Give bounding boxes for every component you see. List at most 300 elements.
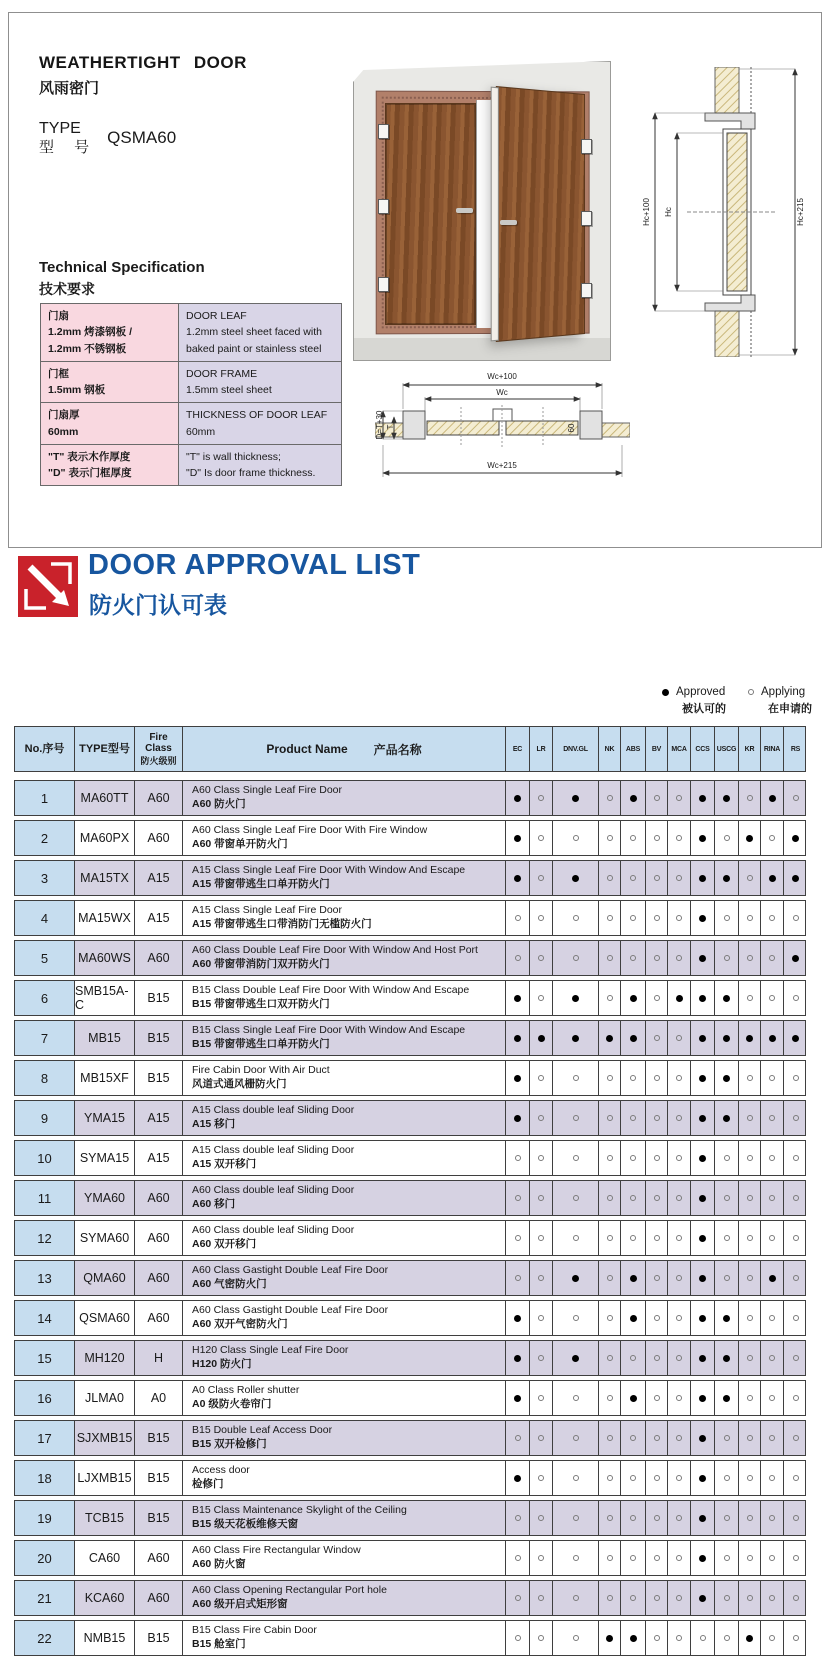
product-title-en: WEATHERTIGHT DOOR bbox=[39, 53, 247, 72]
approval-dot-applying bbox=[715, 941, 739, 975]
row-type-code: NMB15 bbox=[75, 1621, 135, 1655]
approval-dot-applying bbox=[530, 781, 553, 815]
approval-dot-approved bbox=[553, 981, 599, 1015]
row-fire-class: A60 bbox=[135, 1581, 183, 1615]
approval-dot-approved bbox=[761, 1021, 784, 1055]
row-number: 14 bbox=[15, 1301, 75, 1335]
approval-dot-applying bbox=[506, 941, 530, 975]
approval-dot-applying bbox=[646, 1181, 668, 1215]
approval-dot-applying bbox=[739, 1061, 761, 1095]
spec-title-cn: 技术要求 bbox=[39, 281, 95, 297]
row-number: 21 bbox=[15, 1581, 75, 1615]
approval-dot-approved bbox=[599, 1621, 621, 1655]
approval-dot-applying bbox=[715, 1221, 739, 1255]
approval-dot-applying bbox=[715, 1461, 739, 1495]
approval-dot-applying bbox=[621, 1101, 646, 1135]
approval-dot-applying bbox=[668, 1501, 691, 1535]
approval-dot-applying bbox=[691, 1621, 715, 1655]
approval-dot-applying bbox=[530, 1381, 553, 1415]
approval-dot-applying bbox=[599, 1381, 621, 1415]
row-number: 6 bbox=[15, 981, 75, 1015]
row-type-code: MA60PX bbox=[75, 821, 135, 855]
product-name-cn: A15 带窗带逃生口单开防火门 bbox=[192, 878, 330, 890]
approval-dot-approved bbox=[691, 1501, 715, 1535]
approval-dot-approved bbox=[691, 1341, 715, 1375]
approval-dot-applying bbox=[621, 1181, 646, 1215]
spec-title-en: Technical Specification bbox=[39, 259, 205, 276]
approval-dot-applying bbox=[646, 1221, 668, 1255]
spec-row bbox=[41, 361, 341, 403]
approval-dot-applying bbox=[761, 1341, 784, 1375]
legend-approved-label: Approved bbox=[676, 686, 726, 698]
approval-dot-approved bbox=[691, 781, 715, 815]
approval-dot-applying bbox=[761, 1421, 784, 1455]
approval-dot-approved bbox=[715, 1061, 739, 1095]
approval-dot-applying bbox=[646, 941, 668, 975]
approval-table-row bbox=[14, 1060, 806, 1096]
row-product-name bbox=[183, 1181, 506, 1215]
approval-dot-applying bbox=[668, 821, 691, 855]
approval-dot-applying bbox=[621, 1541, 646, 1575]
product-name-cn: A15 带窗带逃生口带消防门无槛防火门 bbox=[192, 918, 372, 930]
column-header-society: DNV.GL bbox=[553, 727, 599, 771]
approval-dot-applying bbox=[599, 1301, 621, 1335]
type-value: QSMA60 bbox=[107, 128, 177, 147]
row-type-code: LJXMB15 bbox=[75, 1461, 135, 1495]
approval-dot-applying bbox=[715, 1621, 739, 1655]
approval-dot-applying bbox=[530, 1301, 553, 1335]
approval-dot-applying bbox=[761, 1541, 784, 1575]
spec-row bbox=[41, 402, 341, 444]
approval-dot-applying bbox=[784, 1421, 807, 1455]
column-header-fire-class: Fire Class 防火级别 bbox=[135, 727, 183, 771]
row-type-code: QMA60 bbox=[75, 1261, 135, 1295]
product-name-en: Fire Cabin Door With Air Duct bbox=[192, 1064, 330, 1077]
approval-dot-approved bbox=[506, 1381, 530, 1415]
approval-dot-approved bbox=[506, 781, 530, 815]
hinge-icon bbox=[581, 139, 592, 154]
type-label-en: TYPE bbox=[39, 120, 81, 137]
approval-dot-applying bbox=[646, 1501, 668, 1535]
approval-dot-applying bbox=[784, 1181, 807, 1215]
product-name-cn: A60 双开移门 bbox=[192, 1238, 257, 1250]
door-handle-icon bbox=[456, 208, 473, 213]
approval-dot-applying bbox=[646, 821, 668, 855]
approval-dot-applying bbox=[668, 1181, 691, 1215]
column-header-society: NK bbox=[599, 727, 621, 771]
approval-dot-applying bbox=[761, 1141, 784, 1175]
approval-table-body bbox=[14, 780, 806, 1660]
approval-dot-approved bbox=[621, 1301, 646, 1335]
approval-dot-applying bbox=[739, 1301, 761, 1335]
approval-dot-applying bbox=[761, 1461, 784, 1495]
approval-dot-approved bbox=[691, 981, 715, 1015]
approval-dot-applying bbox=[506, 1261, 530, 1295]
product-name-cn: H120 防火门 bbox=[192, 1358, 252, 1370]
column-header-society: USCG bbox=[715, 727, 739, 771]
row-number: 16 bbox=[15, 1381, 75, 1415]
approval-dot-approved bbox=[553, 781, 599, 815]
approval-dot-approved bbox=[553, 1021, 599, 1055]
dim-label-hc100: Hc+100 bbox=[642, 198, 651, 226]
approval-dot-applying bbox=[553, 1221, 599, 1255]
approval-dot-applying bbox=[530, 1501, 553, 1535]
approval-dot-applying bbox=[784, 1621, 807, 1655]
row-number: 10 bbox=[15, 1141, 75, 1175]
door-leaf-right bbox=[496, 86, 585, 342]
approval-dot-approved bbox=[761, 1261, 784, 1295]
row-fire-class: A60 bbox=[135, 821, 183, 855]
row-number: 18 bbox=[15, 1461, 75, 1495]
row-type-code: SMB15A-C bbox=[75, 981, 135, 1015]
row-product-name bbox=[183, 1421, 506, 1455]
product-name-cn: B15 舱室门 bbox=[192, 1638, 246, 1650]
product-name-en: A0 Class Roller shutter bbox=[192, 1384, 300, 1397]
approval-dot-approved bbox=[739, 1621, 761, 1655]
approval-table-row bbox=[14, 1100, 806, 1136]
column-header-society: LR bbox=[530, 727, 553, 771]
approval-table-row bbox=[14, 900, 806, 936]
row-fire-class: B15 bbox=[135, 1621, 183, 1655]
approval-dot-applying bbox=[784, 1381, 807, 1415]
product-name-en: A15 Class Single Leaf Fire Door bbox=[192, 904, 342, 917]
row-product-name bbox=[183, 1621, 506, 1655]
approval-dot-applying bbox=[553, 1581, 599, 1615]
dim-label-dt30: D=T+30 bbox=[375, 410, 384, 440]
approval-dot-approved bbox=[715, 1381, 739, 1415]
spec-cell-en: DOOR LEAF 1.2mm steel sheet faced with baked paint or stainless steel bbox=[179, 304, 341, 361]
spec-cell-cn: "T" 表示木作厚度 "D" 表示门框厚度 bbox=[41, 445, 179, 486]
approval-dot-applying bbox=[530, 1061, 553, 1095]
approval-dot-applying bbox=[761, 1621, 784, 1655]
approval-dot-applying bbox=[646, 781, 668, 815]
approval-dot-applying bbox=[668, 1541, 691, 1575]
product-name-en: A60 Class Single Leaf Fire Door bbox=[192, 784, 342, 797]
approval-dot-applying bbox=[506, 1541, 530, 1575]
approval-dot-applying bbox=[530, 1621, 553, 1655]
row-number: 1 bbox=[15, 781, 75, 815]
row-number: 22 bbox=[15, 1621, 75, 1655]
product-name-cn: A60 级开启式矩形窗 bbox=[192, 1598, 288, 1610]
approval-table-row bbox=[14, 980, 806, 1016]
row-product-name bbox=[183, 821, 506, 855]
approval-dot-approved bbox=[691, 1141, 715, 1175]
approval-dot-applying bbox=[553, 1141, 599, 1175]
product-name-en: A15 Class double leaf Sliding Door bbox=[192, 1144, 355, 1157]
approval-dot-applying bbox=[715, 821, 739, 855]
approval-dot-applying bbox=[668, 1461, 691, 1495]
approval-dot-applying bbox=[621, 1581, 646, 1615]
product-name-cn: A60 双开气密防火门 bbox=[192, 1318, 288, 1330]
column-header-society: BV bbox=[646, 727, 668, 771]
row-product-name bbox=[183, 941, 506, 975]
approval-dot-applying bbox=[621, 1341, 646, 1375]
row-type-code: MB15XF bbox=[75, 1061, 135, 1095]
approval-dot-applying bbox=[646, 1381, 668, 1415]
spec-cell-cn: 门框 1.5mm 钢板 bbox=[41, 362, 179, 403]
product-name-en: A60 Class double leaf Sliding Door bbox=[192, 1184, 355, 1197]
approval-dot-applying bbox=[739, 1421, 761, 1455]
column-header-society: ABS bbox=[621, 727, 646, 771]
row-number: 9 bbox=[15, 1101, 75, 1135]
row-number: 11 bbox=[15, 1181, 75, 1215]
product-name-en: A60 Class Single Leaf Fire Door With Fire Window bbox=[192, 824, 428, 837]
approval-dot-approved bbox=[739, 1021, 761, 1055]
approval-dot-applying bbox=[553, 1541, 599, 1575]
approval-dot-approved bbox=[506, 1301, 530, 1335]
approval-dot-applying bbox=[530, 1261, 553, 1295]
approval-table-row bbox=[14, 1260, 806, 1296]
approval-dot-approved bbox=[691, 1421, 715, 1455]
approval-dot-applying bbox=[530, 1421, 553, 1455]
row-fire-class: H bbox=[135, 1341, 183, 1375]
approval-dot-approved bbox=[784, 821, 807, 855]
approval-dot-approved bbox=[506, 1461, 530, 1495]
product-name-en: A60 Class Gastight Double Leaf Fire Door bbox=[192, 1264, 389, 1277]
row-product-name bbox=[183, 1501, 506, 1535]
approval-dot-applying bbox=[553, 821, 599, 855]
approval-dot-applying bbox=[668, 1621, 691, 1655]
approval-dot-approved bbox=[715, 1021, 739, 1055]
product-name-cn: A60 防火门 bbox=[192, 798, 246, 810]
product-name-en: B15 Double Leaf Access Door bbox=[192, 1424, 333, 1437]
approval-dot-applying bbox=[668, 1221, 691, 1255]
approval-dot-applying bbox=[599, 1421, 621, 1455]
column-header-society: RS bbox=[790, 745, 801, 753]
product-name-en: A60 Class double leaf Sliding Door bbox=[192, 1224, 355, 1237]
approval-dot-applying bbox=[668, 1301, 691, 1335]
product-name-en: A60 Class Fire Rectangular Window bbox=[192, 1544, 361, 1557]
approval-dot-approved bbox=[553, 1341, 599, 1375]
legend-approved bbox=[662, 686, 726, 716]
product-name-en: A60 Class Gastight Double Leaf Fire Door bbox=[192, 1304, 389, 1317]
row-fire-class: B15 bbox=[135, 1421, 183, 1455]
approval-dot-applying bbox=[784, 1061, 807, 1095]
approval-dot-applying bbox=[553, 1421, 599, 1455]
approval-dot-applying bbox=[646, 1621, 668, 1655]
approved-dot-icon bbox=[662, 689, 669, 696]
column-header-society: MCA bbox=[668, 727, 691, 771]
hinge-icon bbox=[378, 277, 389, 292]
approval-dot-applying bbox=[739, 901, 761, 935]
approval-dot-applying bbox=[646, 1141, 668, 1175]
hinge-icon bbox=[378, 199, 389, 214]
approval-dot-applying bbox=[646, 1301, 668, 1335]
dim-label-t: T bbox=[386, 424, 395, 430]
approval-dot-applying bbox=[784, 981, 807, 1015]
product-name-cn: B15 级天花板维修天窗 bbox=[192, 1518, 299, 1530]
approval-dot-approved bbox=[715, 981, 739, 1015]
approval-dot-applying bbox=[739, 1541, 761, 1575]
approval-dot-applying bbox=[599, 821, 621, 855]
approval-dot-applying bbox=[668, 1261, 691, 1295]
approval-dot-approved bbox=[553, 1261, 599, 1295]
approval-dot-applying bbox=[506, 1181, 530, 1215]
approval-dot-applying bbox=[646, 1461, 668, 1495]
row-fire-class: B15 bbox=[135, 1021, 183, 1055]
column-header-type: TYPE型号 bbox=[75, 727, 135, 771]
approval-table-row bbox=[14, 1140, 806, 1176]
approval-dot-approved bbox=[506, 861, 530, 895]
approval-dot-applying bbox=[761, 1581, 784, 1615]
approval-dot-approved bbox=[715, 1101, 739, 1135]
approval-dot-applying bbox=[739, 941, 761, 975]
approval-dot-applying bbox=[506, 901, 530, 935]
approval-dot-approved bbox=[715, 861, 739, 895]
row-product-name bbox=[183, 1381, 506, 1415]
approval-table-row bbox=[14, 860, 806, 896]
approval-dot-applying bbox=[668, 1141, 691, 1175]
approval-dot-applying bbox=[530, 981, 553, 1015]
approval-dot-applying bbox=[784, 1301, 807, 1335]
approval-dot-approved bbox=[621, 981, 646, 1015]
spec-cell-cn: 门扇 1.2mm 烤漆钢板 / 1.2mm 不锈钢板 bbox=[41, 304, 179, 361]
approval-dot-applying bbox=[761, 1381, 784, 1415]
row-type-code: YMA60 bbox=[75, 1181, 135, 1215]
approval-dot-applying bbox=[739, 1261, 761, 1295]
approval-dot-applying bbox=[599, 1261, 621, 1295]
approval-dot-applying bbox=[739, 1101, 761, 1135]
approval-dot-approved bbox=[691, 1261, 715, 1295]
row-fire-class: A60 bbox=[135, 1221, 183, 1255]
approval-dot-applying bbox=[530, 1541, 553, 1575]
approval-dot-applying bbox=[715, 1581, 739, 1615]
approval-dot-applying bbox=[530, 941, 553, 975]
product-name-en: Access door bbox=[192, 1464, 250, 1477]
row-type-code: QSMA60 bbox=[75, 1301, 135, 1335]
approval-dot-approved bbox=[715, 781, 739, 815]
approval-dot-applying bbox=[599, 1141, 621, 1175]
approval-dot-applying bbox=[739, 781, 761, 815]
row-type-code: MA60TT bbox=[75, 781, 135, 815]
row-number: 4 bbox=[15, 901, 75, 935]
spec-row bbox=[41, 304, 341, 361]
approval-dot-applying bbox=[668, 941, 691, 975]
approval-dot-applying bbox=[784, 1501, 807, 1535]
approval-dot-applying bbox=[761, 941, 784, 975]
row-type-code: CA60 bbox=[75, 1541, 135, 1575]
approval-dot-applying bbox=[668, 1021, 691, 1055]
approval-dot-applying bbox=[784, 1101, 807, 1135]
approval-dot-applying bbox=[599, 861, 621, 895]
row-type-code: SYMA60 bbox=[75, 1221, 135, 1255]
column-header-product-name: Product Name 产品名称 bbox=[183, 727, 506, 771]
approval-dot-applying bbox=[784, 901, 807, 935]
approval-dot-applying bbox=[668, 1581, 691, 1615]
approval-dot-applying bbox=[553, 1621, 599, 1655]
spec-row bbox=[41, 444, 341, 486]
row-product-name bbox=[183, 781, 506, 815]
legend-applying-label: Applying bbox=[761, 686, 806, 698]
approval-dot-applying bbox=[553, 1061, 599, 1095]
row-product-name bbox=[183, 1341, 506, 1375]
approval-dot-applying bbox=[715, 1541, 739, 1575]
approval-dot-applying bbox=[668, 861, 691, 895]
approval-dot-applying bbox=[739, 1341, 761, 1375]
approval-dot-approved bbox=[761, 861, 784, 895]
approval-table-row bbox=[14, 1580, 806, 1616]
row-product-name bbox=[183, 981, 506, 1015]
approval-dot-applying bbox=[646, 981, 668, 1015]
approval-dot-approved bbox=[691, 1221, 715, 1255]
approval-dot-applying bbox=[715, 1261, 739, 1295]
approval-table-row bbox=[14, 1300, 806, 1336]
approval-table-row bbox=[14, 820, 806, 856]
row-fire-class: A60 bbox=[135, 1261, 183, 1295]
product-name-en: A15 Class double leaf Sliding Door bbox=[192, 1104, 355, 1117]
product-name-cn: A60 带窗单开防火门 bbox=[192, 838, 288, 850]
approval-dot-applying bbox=[599, 1341, 621, 1375]
row-number: 12 bbox=[15, 1221, 75, 1255]
approval-dot-applying bbox=[739, 861, 761, 895]
row-product-name bbox=[183, 1261, 506, 1295]
approval-dot-applying bbox=[621, 1141, 646, 1175]
approval-dot-approved bbox=[599, 1021, 621, 1055]
row-fire-class: A0 bbox=[135, 1381, 183, 1415]
approval-dot-approved bbox=[506, 1101, 530, 1135]
approval-dot-approved bbox=[715, 1301, 739, 1335]
product-name-en: B15 Class Fire Cabin Door bbox=[192, 1624, 317, 1637]
product-name-en: B15 Class Single Leaf Fire Door With Window And Escape bbox=[192, 1024, 466, 1037]
dim-label-hc: Hc bbox=[664, 207, 673, 217]
approval-dot-applying bbox=[599, 1221, 621, 1255]
approval-table-row bbox=[14, 1540, 806, 1576]
approval-dot-applying bbox=[621, 1421, 646, 1455]
approval-dot-applying bbox=[646, 1421, 668, 1455]
product-name-cn: B15 带窗带逃生口单开防火门 bbox=[192, 1038, 330, 1050]
approval-dot-approved bbox=[621, 1261, 646, 1295]
hinge-icon bbox=[378, 124, 389, 139]
hinge-icon bbox=[581, 211, 592, 226]
approval-dot-applying bbox=[715, 1421, 739, 1455]
row-number: 5 bbox=[15, 941, 75, 975]
approval-dot-applying bbox=[739, 1581, 761, 1615]
approval-dot-approved bbox=[761, 781, 784, 815]
product-title-cn: 风雨密门 bbox=[39, 80, 100, 97]
row-type-code: YMA15 bbox=[75, 1101, 135, 1135]
product-name-en: B15 Class Double Leaf Fire Door With Window And Escape bbox=[192, 984, 470, 997]
row-product-name bbox=[183, 1101, 506, 1135]
door-leaf-left bbox=[385, 103, 475, 325]
approval-dot-applying bbox=[530, 1141, 553, 1175]
row-type-code: KCA60 bbox=[75, 1581, 135, 1615]
approval-dot-applying bbox=[668, 1421, 691, 1455]
row-type-code: TCB15 bbox=[75, 1501, 135, 1535]
approval-dot-applying bbox=[784, 1581, 807, 1615]
approval-dot-applying bbox=[739, 1141, 761, 1175]
approval-dot-applying bbox=[599, 1181, 621, 1215]
approval-dot-applying bbox=[739, 1221, 761, 1255]
approval-list-title-en: DOOR APPROVAL LIST bbox=[88, 549, 421, 581]
row-fire-class: A15 bbox=[135, 861, 183, 895]
approval-dot-applying bbox=[530, 861, 553, 895]
approval-dot-approved bbox=[691, 1381, 715, 1415]
row-product-name bbox=[183, 1141, 506, 1175]
approval-dot-approved bbox=[784, 1021, 807, 1055]
approval-dot-applying bbox=[761, 1221, 784, 1255]
approval-dot-applying bbox=[646, 901, 668, 935]
brand-logo-icon bbox=[18, 556, 78, 617]
approval-dot-applying bbox=[530, 1341, 553, 1375]
approval-dot-applying bbox=[739, 1181, 761, 1215]
row-product-name bbox=[183, 1021, 506, 1055]
approval-dot-applying bbox=[599, 1581, 621, 1615]
row-fire-class: B15 bbox=[135, 1501, 183, 1535]
approval-dot-applying bbox=[599, 941, 621, 975]
column-header-society: CCS bbox=[691, 727, 715, 771]
row-fire-class: A60 bbox=[135, 1541, 183, 1575]
row-number: 20 bbox=[15, 1541, 75, 1575]
